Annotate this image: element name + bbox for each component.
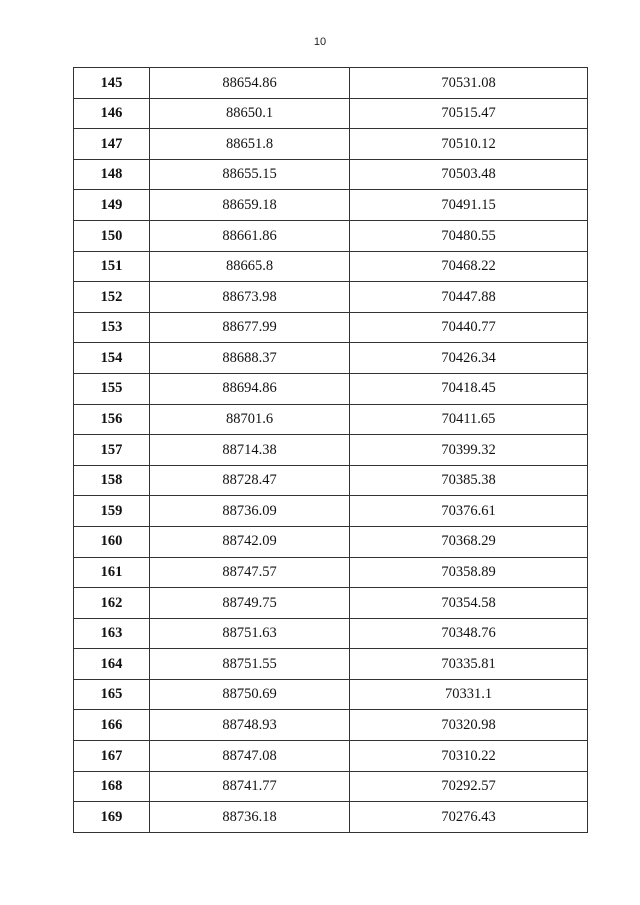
x-coordinate-cell: 88655.15: [150, 159, 350, 190]
x-coordinate-cell: 88701.6: [150, 404, 350, 435]
y-coordinate-cell: 70276.43: [350, 802, 588, 833]
x-coordinate-cell: 88747.57: [150, 557, 350, 588]
point-number-cell: 148: [74, 159, 150, 190]
table-row: [74, 98, 588, 129]
point-number-cell: 164: [74, 649, 150, 680]
x-coordinate-cell: 88736.09: [150, 496, 350, 527]
x-coordinate-cell: 88654.86: [150, 68, 350, 99]
table-row: [74, 404, 588, 435]
table-row: [74, 312, 588, 343]
x-coordinate-cell: 88677.99: [150, 312, 350, 343]
table-row: [74, 129, 588, 160]
point-number-cell: 167: [74, 741, 150, 772]
table-row: [74, 465, 588, 496]
coordinates-table-body: [74, 68, 588, 833]
y-coordinate-cell: 70310.22: [350, 741, 588, 772]
y-coordinate-cell: 70385.38: [350, 465, 588, 496]
point-number-cell: 154: [74, 343, 150, 374]
x-coordinate-cell: 88673.98: [150, 282, 350, 313]
table-row: [74, 802, 588, 833]
table-row: [74, 435, 588, 466]
x-coordinate-cell: 88688.37: [150, 343, 350, 374]
point-number-cell: 158: [74, 465, 150, 496]
y-coordinate-cell: 70348.76: [350, 618, 588, 649]
y-coordinate-cell: 70440.77: [350, 312, 588, 343]
point-number-cell: 151: [74, 251, 150, 282]
x-coordinate-cell: 88661.86: [150, 220, 350, 251]
y-coordinate-cell: 70358.89: [350, 557, 588, 588]
table-row: [74, 741, 588, 772]
table-row: [74, 679, 588, 710]
table-row: [74, 496, 588, 527]
y-coordinate-cell: 70368.29: [350, 526, 588, 557]
y-coordinate-cell: 70335.81: [350, 649, 588, 680]
point-number-cell: 161: [74, 557, 150, 588]
point-number-cell: 160: [74, 526, 150, 557]
table-row: [74, 618, 588, 649]
x-coordinate-cell: 88651.8: [150, 129, 350, 160]
y-coordinate-cell: 70354.58: [350, 588, 588, 619]
point-number-cell: 156: [74, 404, 150, 435]
table-row: [74, 526, 588, 557]
x-coordinate-cell: 88694.86: [150, 373, 350, 404]
y-coordinate-cell: 70531.08: [350, 68, 588, 99]
x-coordinate-cell: 88665.8: [150, 251, 350, 282]
x-coordinate-cell: 88751.63: [150, 618, 350, 649]
y-coordinate-cell: 70491.15: [350, 190, 588, 221]
table-row: [74, 557, 588, 588]
point-number-cell: 159: [74, 496, 150, 527]
y-coordinate-cell: 70418.45: [350, 373, 588, 404]
y-coordinate-cell: 70510.12: [350, 129, 588, 160]
point-number-cell: 165: [74, 679, 150, 710]
point-number-cell: 157: [74, 435, 150, 466]
y-coordinate-cell: 70503.48: [350, 159, 588, 190]
x-coordinate-cell: 88750.69: [150, 679, 350, 710]
x-coordinate-cell: 88748.93: [150, 710, 350, 741]
point-number-cell: 153: [74, 312, 150, 343]
x-coordinate-cell: 88659.18: [150, 190, 350, 221]
y-coordinate-cell: 70399.32: [350, 435, 588, 466]
table-row: [74, 159, 588, 190]
y-coordinate-cell: 70468.22: [350, 251, 588, 282]
y-coordinate-cell: 70426.34: [350, 343, 588, 374]
y-coordinate-cell: 70376.61: [350, 496, 588, 527]
table-row: [74, 68, 588, 99]
x-coordinate-cell: 88751.55: [150, 649, 350, 680]
table-row: [74, 588, 588, 619]
y-coordinate-cell: 70320.98: [350, 710, 588, 741]
table-row: [74, 710, 588, 741]
point-number-cell: 162: [74, 588, 150, 619]
x-coordinate-cell: 88714.38: [150, 435, 350, 466]
table-row: [74, 771, 588, 802]
point-number-cell: 155: [74, 373, 150, 404]
point-number-cell: 146: [74, 98, 150, 129]
table-row: [74, 282, 588, 313]
y-coordinate-cell: 70447.88: [350, 282, 588, 313]
point-number-cell: 145: [74, 68, 150, 99]
x-coordinate-cell: 88742.09: [150, 526, 350, 557]
point-number-cell: 163: [74, 618, 150, 649]
x-coordinate-cell: 88747.08: [150, 741, 350, 772]
y-coordinate-cell: 70292.57: [350, 771, 588, 802]
table-row: [74, 343, 588, 374]
point-number-cell: 150: [74, 220, 150, 251]
x-coordinate-cell: 88736.18: [150, 802, 350, 833]
y-coordinate-cell: 70480.55: [350, 220, 588, 251]
point-number-cell: 149: [74, 190, 150, 221]
point-number-cell: 147: [74, 129, 150, 160]
point-number-cell: 169: [74, 802, 150, 833]
table-row: [74, 251, 588, 282]
point-number-cell: 168: [74, 771, 150, 802]
coordinates-table: [73, 67, 588, 833]
point-number-cell: 152: [74, 282, 150, 313]
x-coordinate-cell: 88650.1: [150, 98, 350, 129]
y-coordinate-cell: 70331.1: [350, 679, 588, 710]
table-row: [74, 190, 588, 221]
y-coordinate-cell: 70411.65: [350, 404, 588, 435]
table-row: [74, 373, 588, 404]
table-row: [74, 220, 588, 251]
x-coordinate-cell: 88741.77: [150, 771, 350, 802]
table-row: [74, 649, 588, 680]
page-number: 10: [313, 36, 327, 48]
x-coordinate-cell: 88728.47: [150, 465, 350, 496]
x-coordinate-cell: 88749.75: [150, 588, 350, 619]
y-coordinate-cell: 70515.47: [350, 98, 588, 129]
point-number-cell: 166: [74, 710, 150, 741]
